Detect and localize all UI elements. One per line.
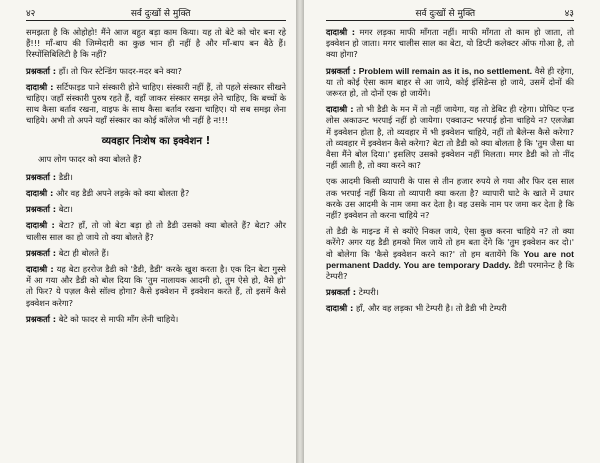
speaker-label: प्रश्नकर्ता : <box>326 65 357 76</box>
dialogue-a1 <box>326 27 574 61</box>
intro-line: आप लोग फादर को क्या बोलते हैं? <box>38 153 142 164</box>
speaker-label: प्रश्नकर्ता : <box>26 171 57 182</box>
dialogue-a3 <box>326 303 574 314</box>
right-page <box>304 0 600 463</box>
dialogue-text: हाँ, और वह लड़का भी टेम्परी है। तो डैडी भी टेम्परी <box>355 303 507 314</box>
speaker-label: दादाश्री : <box>26 188 54 199</box>
dialogue-text: और वह डैडी अपने लड़के को क्या बोलता है? <box>55 188 190 199</box>
dialogue-text: बेटा। <box>58 204 73 215</box>
speaker-label: प्रश्नकर्ता : <box>26 247 57 258</box>
left-page-header <box>26 6 286 18</box>
dialogue-q2 <box>26 172 286 183</box>
right-page-number: ४३ <box>564 8 574 19</box>
speaker-label: प्रश्नकर्ता : <box>26 313 57 324</box>
right-page-header <box>326 6 574 18</box>
speaker-label: दादाश्री : <box>26 264 54 275</box>
section-heading: व्यवहार निःशेष का इक्वेशन ! <box>101 135 211 147</box>
speaker-label: प्रश्नकर्ता : <box>326 287 357 298</box>
body-paragraph: एक आदमी किसी व्यापारी के पास से तीन हजार रुपये ले गया और फिर दस साल तक भरपाई नहीं किया तो व्यापारी क्या करता है? व्यापारी घाटे के खाते में उधार करके उस आदमी के नाम जमा कर देता है। वह उसके नाम पर जमा कर देता है कि नहीं? इक्वेशन तो करना चाहिये न? <box>326 176 574 221</box>
dialogue-q2 <box>326 287 574 298</box>
right-page-title: सर्व दुःखों से मुक्ति <box>415 8 476 19</box>
dialogue-q1 <box>26 66 286 77</box>
book-gutter <box>296 0 304 463</box>
continuation-paragraph: समझता है कि ओहोहो! मैंने आज बहुत बड़ा काम किया। यह तो बेटे को चोर बना रहे हैं!!! माँ-बाप की जिम्मेदारी का कुछ भान ही नहीं है और माँ-बाप बन बैठे हैं। रिस्पोंसिबिलिटी है कि नहीं? <box>26 27 286 60</box>
dialogue-a2 <box>326 104 574 171</box>
english-text: You are not permanent Daddy. You are temporary Daddy. <box>326 248 574 270</box>
speaker-label: दादाश्री : <box>326 104 354 115</box>
dialogue-text: बेटे को फादर से माफी माँग लेनी चाहिये। <box>58 313 179 324</box>
left-page-title: सर्व दुःखों से मुक्ति <box>130 8 191 19</box>
dialogue-q3 <box>26 204 286 215</box>
dialogue-q5 <box>26 314 286 325</box>
speaker-label: दादाश्री : <box>26 81 54 92</box>
english-text: Problem will remain as it is, no settlement. <box>358 65 533 76</box>
dialogue-a3 <box>26 220 286 242</box>
dialogue-text: यह बेटा हररोज डैडी को 'डैडी, डैडी' करके खुश करता है। एक दिन बेटा गुस्से में आ गया और डैडी को बोल दिया कि 'तुम नालायक आदमी हो, तुम ऐसे हो, वैसे हो' तो फिर? ये पज़ल कैसे सॉल्व होगा? कैसे इक्वेशन में इक्वेशन करते हैं, तो इसमें कैसे इक्वेशन करेगा? <box>26 264 287 308</box>
dialogue-text: बेटा ही बोलते हैं। <box>58 247 110 258</box>
dialogue-text: डैडी। <box>58 171 73 182</box>
dialogue-text: तो भी डैडी के मन में तो नहीं जायेगा, यह तो डेबिट ही रहेगा। प्रोफिट एन्ड लोस अकाउन्ट भरपाई नहीं हो जायेगा। एक्वाउन्ट भरपाई होना चाहिये न? एलजेब्रा में इक्वेशन होता है, तो व्यवहार में भी इक्वेशन चाहिये, नहीं तो बैलेन्स कैसे करेगा? तो व्यवहार में इक्वेशन कैसे करेगा? बेटा तो डैडी को क्या बोलता है कि 'तुम जैसा था वैसा मैंने बोल दिया।' इसलिए उसको इक्वेशन नहीं मिलता। मगर डैडी को तो नींद नहीं आती है, तो क्या करने का? <box>326 104 574 171</box>
dialogue-a1 <box>26 82 286 127</box>
dialogue-a4 <box>26 264 286 309</box>
speaker-label: प्रश्नकर्ता : <box>26 204 57 215</box>
right-header-rule <box>326 20 574 21</box>
speaker-label: दादाश्री : <box>326 303 354 314</box>
speaker-label: दादाश्री : <box>26 220 55 231</box>
dialogue-q1 <box>326 66 574 100</box>
dialogue-text: सर्टिफाइड पाने संस्कारी होने चाहिए। संस्कारी नहीं हैं, तो पहले संस्कार सीखने चाहिए। जहाँ संस्कारी पुरुष रहते हैं, वहाँ जाकर संस्कार समझ लेने चाहिए, कि बच्चों के साथ कैसा बर्ताव रखना, वाइफ के साथ कैसा बर्ताव रखना चाहिए। यो सब समझ लेना चाहिये। अभी तो अपने यहाँ संस्कार का कोई कॉलेज भी नहीं है न!!! <box>26 81 287 126</box>
speaker-label: प्रश्नकर्ता : <box>26 65 57 76</box>
dialogue-q4 <box>26 248 286 259</box>
body-paragraph-2 <box>326 226 574 282</box>
dialogue-text: मगर लड़का माफी माँगता नहीं। माफी माँगता तो काम हो जाता, तो इक्वेशन हो जाता। मगर चालीस साल का बेटा, यो डिप्टी कलेक्टर ऑफ गोआ है, तो क्या होगा? <box>326 27 575 60</box>
left-page-number: ४२ <box>26 8 36 19</box>
dialogue-text: हाँ। तो फिर स्टेन्डिंग फादर-मदर बने क्या? <box>58 65 182 76</box>
left-page <box>0 0 296 463</box>
left-header-rule <box>26 20 286 21</box>
paragraph-text: तो डैडी के माइन्ड में से क्योंऐ निकल जाये, ऐसा कुछ करना चाहिये न? तो क्या करेंगे? अगर यह डैडी हमको मिल जाये तो हम बता देंगे कि 'तुम इक्वेशन कर दो।' वो बोलेगा कि 'कैसे इक्वेशन करने का?' तो हम बतायेंगे कि <box>326 226 574 259</box>
paragraph-tail: डैडी परमानेन्ट है कि टेम्परी? <box>326 259 574 282</box>
speaker-label: दादाश्री : <box>326 27 356 37</box>
dialogue-text: बेटा? हाँ, तो जो बेटा बड़ा हो तो डैडी उसको क्या बोलते हैं? बेटा? और चालीस साल का हो जाये तो क्या बोलते हैं? <box>26 220 287 242</box>
dialogue-text: टेम्परी। <box>358 287 379 298</box>
dialogue-text: वैसे ही रहेगा, या तो कोई ऐसा काम बाहर से आ जाये, कोई इंसिडेन्स हो जाये, उसमें दोनों की जरूरत हो, तो दोनों एक हो जायेंगे। <box>326 65 574 99</box>
dialogue-a2 <box>26 188 286 199</box>
